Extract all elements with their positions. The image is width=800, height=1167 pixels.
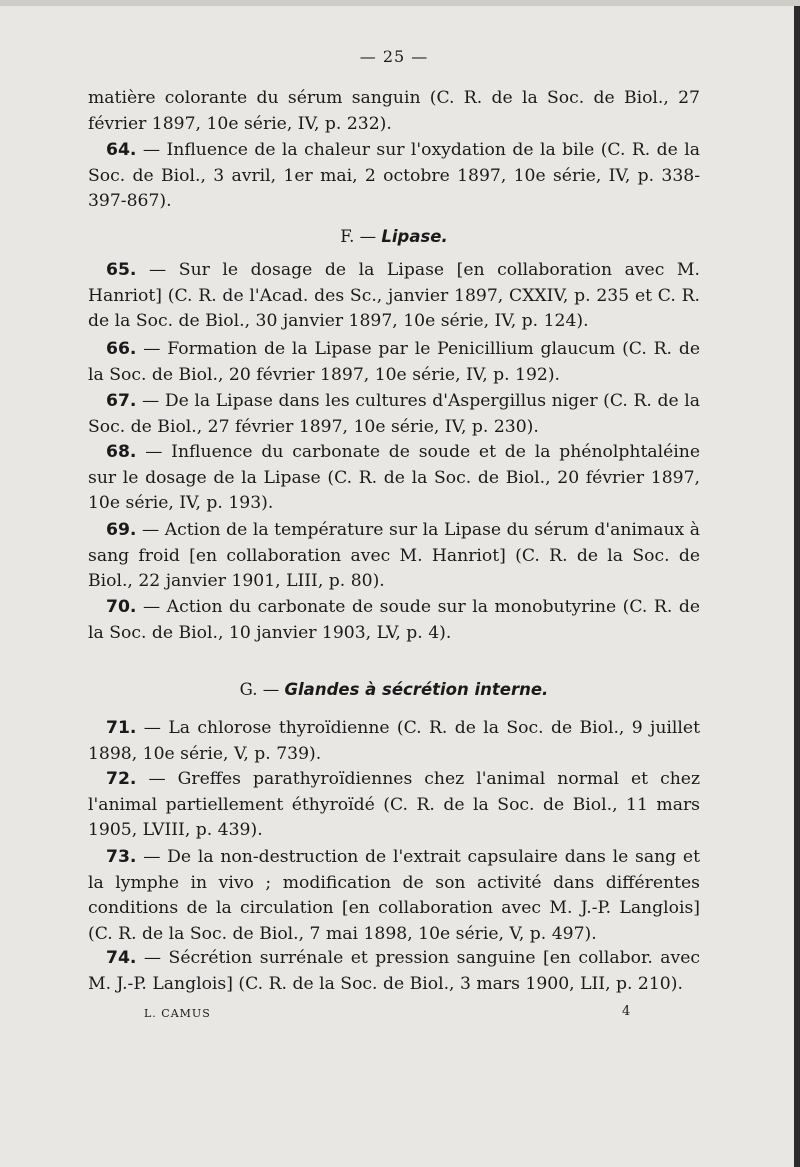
entry-72	[88, 767, 700, 844]
entry-68	[88, 440, 700, 517]
entry-text: — Action de la température sur la Lipase du sérum d'animaux à sang froid [en collaboration avec M. Hanriot] (C. R. de la Soc. de Biol., 22 janvier 1901, LIII, p. 80).	[88, 520, 700, 591]
section-letter: F. —	[340, 227, 382, 246]
continuation-paragraph: matière colorante du sérum sanguin (C. R. de la Soc. de Biol., 27 février 1897, 10e série, IV, p. 232).	[88, 88, 700, 134]
entry-text: — Sur le dosage de la Lipase [en collaboration avec M. Hanriot] (C. R. de l'Acad. des Sc., janvier 1897, CXXIV, p. 235 et C. R. de la Soc. de Biol., 30 janvier 1897, 10e série, IV, p. 124).	[88, 260, 700, 331]
entry-number: 71.	[106, 718, 137, 738]
entry-text: — De la non-destruction de l'extrait capsulaire dans le sang et la lymphe in vivo ; modification de son activité dans différentes conditions de la circulation [en collaboration avec M. J.-P. Langlois] (C. R. de la Soc. de Biol., 7 mai 1898, 10e série, V, p. 497).	[88, 847, 700, 944]
entry-text: — Influence de la chaleur sur l'oxydation de la bile (C. R. de la Soc. de Biol., 3 avril, 1er mai, 2 octobre 1897, 10e série, IV, p. 338-397-867).	[88, 140, 700, 211]
footer-sheet-number: 4	[622, 1004, 631, 1019]
entry-text: — La chlorose thyroïdienne (C. R. de la Soc. de Biol., 9 juillet 1898, 10e série, V, p. 739).	[88, 718, 700, 764]
footer-author: L. CAMUS	[144, 1007, 211, 1020]
entry-70	[88, 595, 700, 646]
entry-66	[88, 337, 700, 388]
section-heading-f	[88, 224, 700, 250]
entry-number: 68.	[106, 442, 137, 462]
entry-number: 72.	[106, 769, 137, 789]
entry-text: — Action du carbonate de soude sur la monobutyrine (C. R. de la Soc. de Biol., 10 janvier 1903, LV, p. 4).	[88, 597, 700, 643]
entry-number: 69.	[106, 520, 137, 540]
entry-73	[88, 845, 700, 947]
entry-text: — De la Lipase dans les cultures d'Aspergillus niger (C. R. de la Soc. de Biol., 27 février 1897, 10e série, IV, p. 230).	[88, 391, 700, 437]
page-number: — 25 —	[359, 47, 429, 66]
entry-number: 66.	[106, 339, 137, 359]
entry-text: — Influence du carbonate de soude et de la phénolphtaléine sur le dosage de la Lipase (C. R. de la Soc. de Biol., 20 février 1897, 10e série, IV, p. 193).	[88, 442, 700, 513]
entry-number: 64.	[106, 140, 137, 160]
section-title: Glandes à sécrétion interne.	[284, 680, 549, 699]
entry-64	[88, 138, 700, 215]
entry-text: — Formation de la Lipase par le Penicillium glaucum (C. R. de la Soc. de Biol., 20 février 1897, 10e série, IV, p. 192).	[88, 339, 700, 385]
entry-number: 74.	[106, 948, 137, 968]
entry-71	[88, 716, 700, 767]
section-heading-g	[88, 677, 700, 703]
page-top-edge	[0, 0, 800, 6]
entry-69	[88, 518, 700, 595]
entry-text: — Sécrétion surrénale et pression sanguine [en collabor. avec M. J.-P. Langlois] (C. R. de la Soc. de Biol., 3 mars 1900, LII, p. 210).	[88, 948, 700, 994]
section-letter: G. —	[239, 680, 285, 699]
entry-67	[88, 389, 700, 440]
section-title: Lipase.	[381, 227, 448, 246]
entry-number: 67.	[106, 391, 137, 411]
entry-text: — Greffes parathyroïdiennes chez l'animal normal et chez l'animal partiellement éthyroïdé (C. R. de la Soc. de Biol., 11 mars 1905, LVIII, p. 439).	[88, 769, 700, 840]
entry-number: 70.	[106, 597, 137, 617]
entry-number: 73.	[106, 847, 137, 867]
entry-74	[88, 946, 700, 997]
entry-65	[88, 258, 700, 335]
entry-number: 65.	[106, 260, 137, 280]
